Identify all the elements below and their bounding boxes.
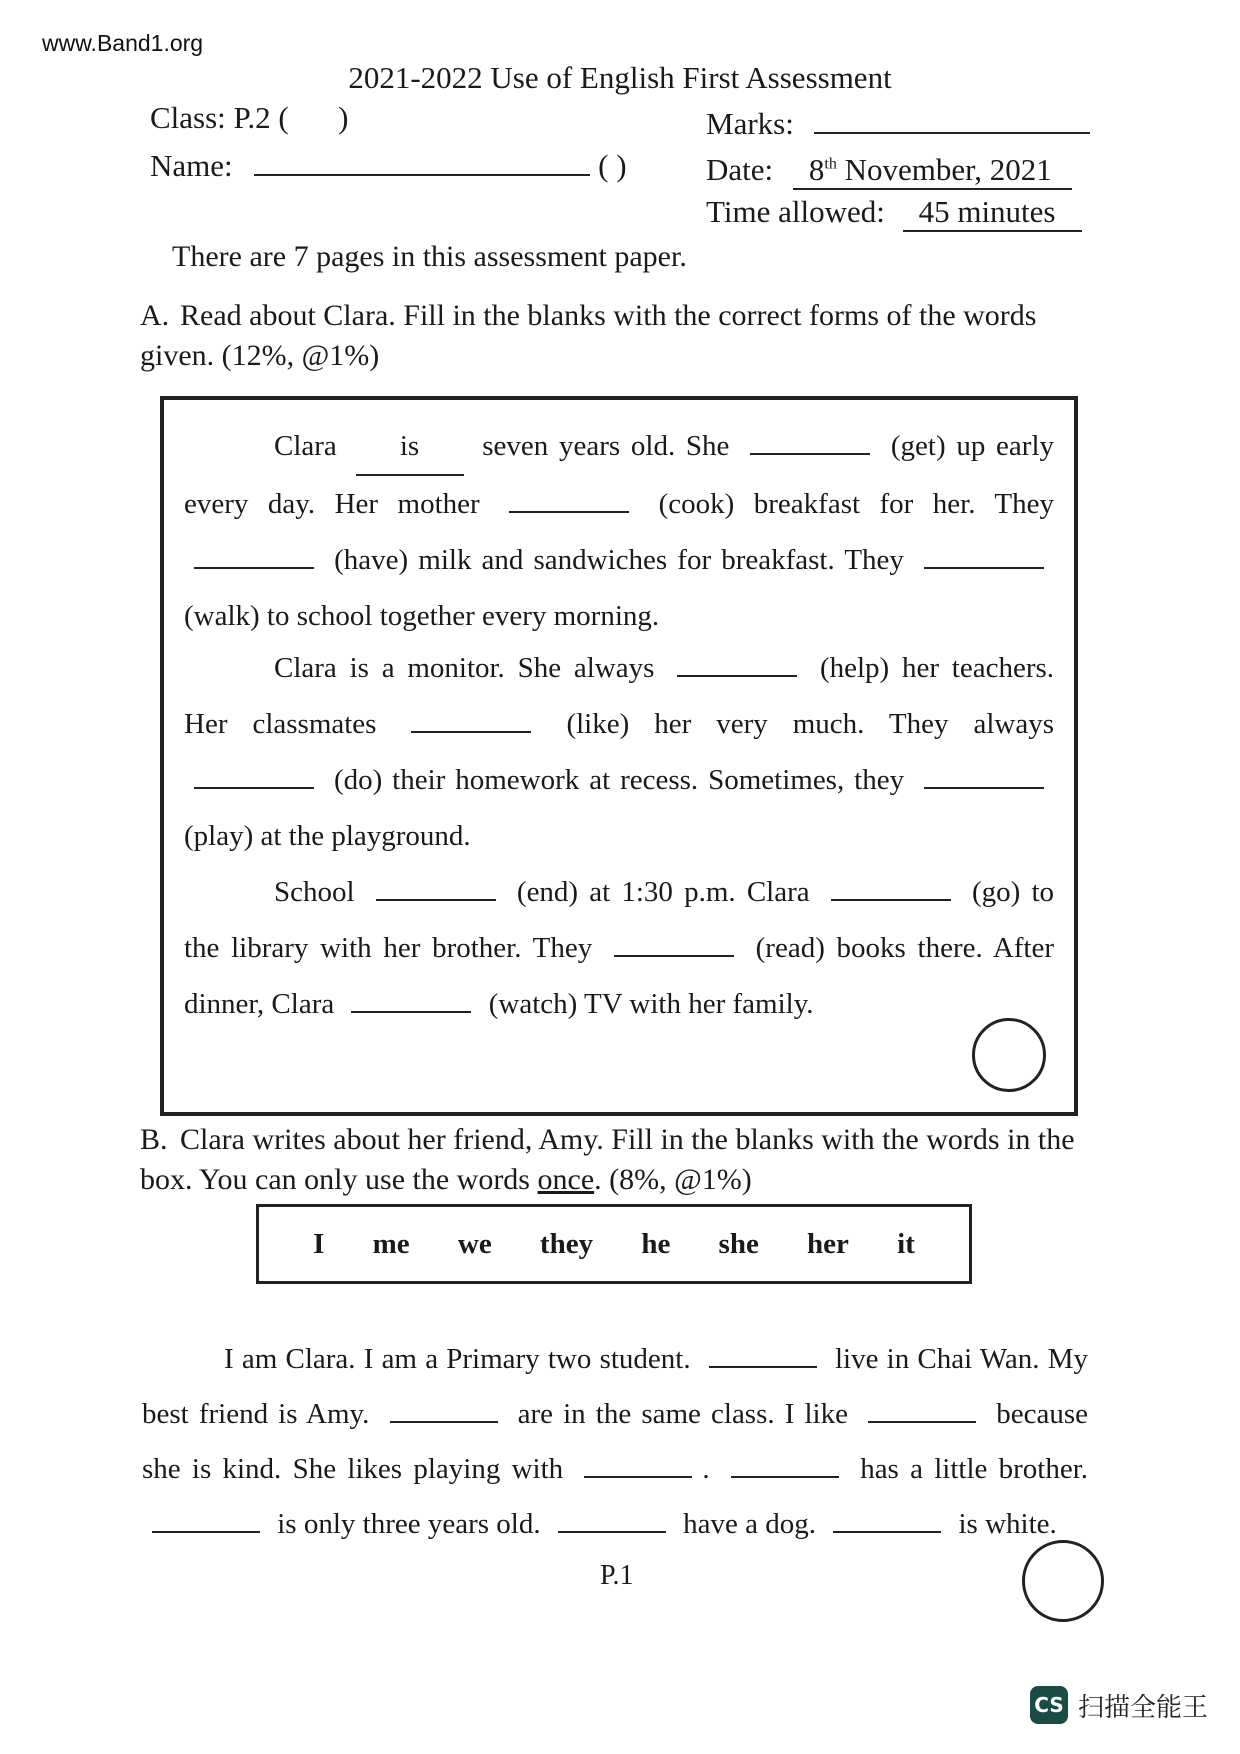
scanner-watermark (1030, 1686, 1208, 1724)
answer-blank[interactable] (509, 485, 629, 513)
word-option: I (313, 1227, 325, 1260)
section-b-passage: I am Clara. I am a Primary two student. live in Chai Wan. My best friend is Amy. are in the same class. I like because she is kind. She likes playing with . has a little brother. is only three years old. have a dog. is white. (142, 1332, 1088, 1552)
word-option: they (539, 1227, 594, 1260)
answer-blank[interactable] (750, 427, 870, 455)
answer-blank[interactable] (924, 541, 1044, 569)
answer-blank[interactable] (411, 705, 531, 733)
scanner-label: 扫描全能王 (1078, 1692, 1209, 1723)
time-value: 45 minutes (903, 194, 1082, 232)
passage-paragraph-1: Clara is seven years old. She (get) up early every day. Her mother (cook) breakfast for her. They (have) milk and sandwiches for breakfast. They (walk) to school together every morning. (184, 418, 1054, 644)
time-field (706, 194, 1082, 232)
camscanner-icon: CS (1030, 1686, 1068, 1724)
answer-blank[interactable] (152, 1505, 260, 1533)
answer-blank[interactable] (194, 541, 314, 569)
section-b-letter: B. (140, 1123, 168, 1156)
score-circle (972, 1018, 1046, 1092)
class-label: Class: P.2 ( (150, 100, 289, 135)
section-a-instruction (140, 296, 1090, 376)
section-a-letter: A. (140, 299, 170, 332)
score-circle (1022, 1540, 1104, 1622)
emphasis-once: once (537, 1163, 595, 1196)
answer-blank[interactable] (351, 985, 471, 1013)
answer-blank[interactable] (833, 1505, 941, 1533)
answer-blank[interactable] (709, 1340, 817, 1368)
word-option: her (807, 1227, 849, 1260)
word-box (256, 1204, 972, 1284)
answer-blank[interactable] (390, 1395, 498, 1423)
word-option: she (718, 1227, 759, 1260)
word-option: we (457, 1227, 492, 1260)
name-field (150, 148, 627, 184)
marks-label: Marks: (706, 106, 794, 141)
answer-blank[interactable] (614, 929, 734, 957)
answer-blank[interactable] (558, 1505, 666, 1533)
word-option: me (372, 1227, 410, 1260)
name-label: Name: (150, 148, 233, 183)
answer-blank[interactable] (868, 1395, 976, 1423)
answer-blank[interactable] (584, 1450, 692, 1478)
watermark: www.Band1.org (42, 30, 204, 56)
passage-paragraph-3: School (end) at 1:30 p.m. Clara (go) to the library with her brother. They (read) books there. After dinner, Clara (watch) TV with her family. (184, 864, 1054, 1032)
section-a-passage-box (160, 396, 1078, 1116)
name-blank[interactable] (254, 174, 590, 176)
answer-blank[interactable] (924, 761, 1044, 789)
section-a-text: Read about Clara. Fill in the blanks with the correct forms of the words given. (12%, @1%) (140, 299, 1037, 372)
answer-blank[interactable] (194, 761, 314, 789)
date-value: 8th November, 2021 (793, 152, 1072, 190)
class-close: ) (338, 100, 349, 135)
time-label: Time allowed: (706, 194, 885, 229)
marks-field (706, 106, 1090, 142)
section-b-instruction: B. Clara writes about her friend, Amy. Fill in the blanks with the words in the box. You can only use the words once. (8%, @1%) (140, 1120, 1080, 1200)
page-title: 2021-2022 Use of English First Assessment (348, 60, 892, 95)
name-paren: ( ) (598, 148, 627, 183)
date-field (706, 152, 1072, 190)
page-number: P.1 (600, 1560, 634, 1591)
answer-blank[interactable] (677, 649, 797, 677)
example-answer: is (356, 418, 464, 476)
answer-blank[interactable] (731, 1450, 839, 1478)
word-option: he (641, 1227, 671, 1260)
marks-blank[interactable] (814, 132, 1090, 134)
pages-note: There are 7 pages in this assessment paper. (172, 240, 687, 273)
class-field (150, 100, 349, 136)
answer-blank[interactable] (831, 873, 951, 901)
passage-paragraph-2: Clara is a monitor. She always (help) her teachers. Her classmates (like) her very much. They always (do) their homework at recess. Sometimes, they (play) at the playground. (184, 640, 1054, 864)
word-option: it (897, 1227, 915, 1260)
date-label: Date: (706, 152, 774, 187)
answer-blank[interactable] (376, 873, 496, 901)
